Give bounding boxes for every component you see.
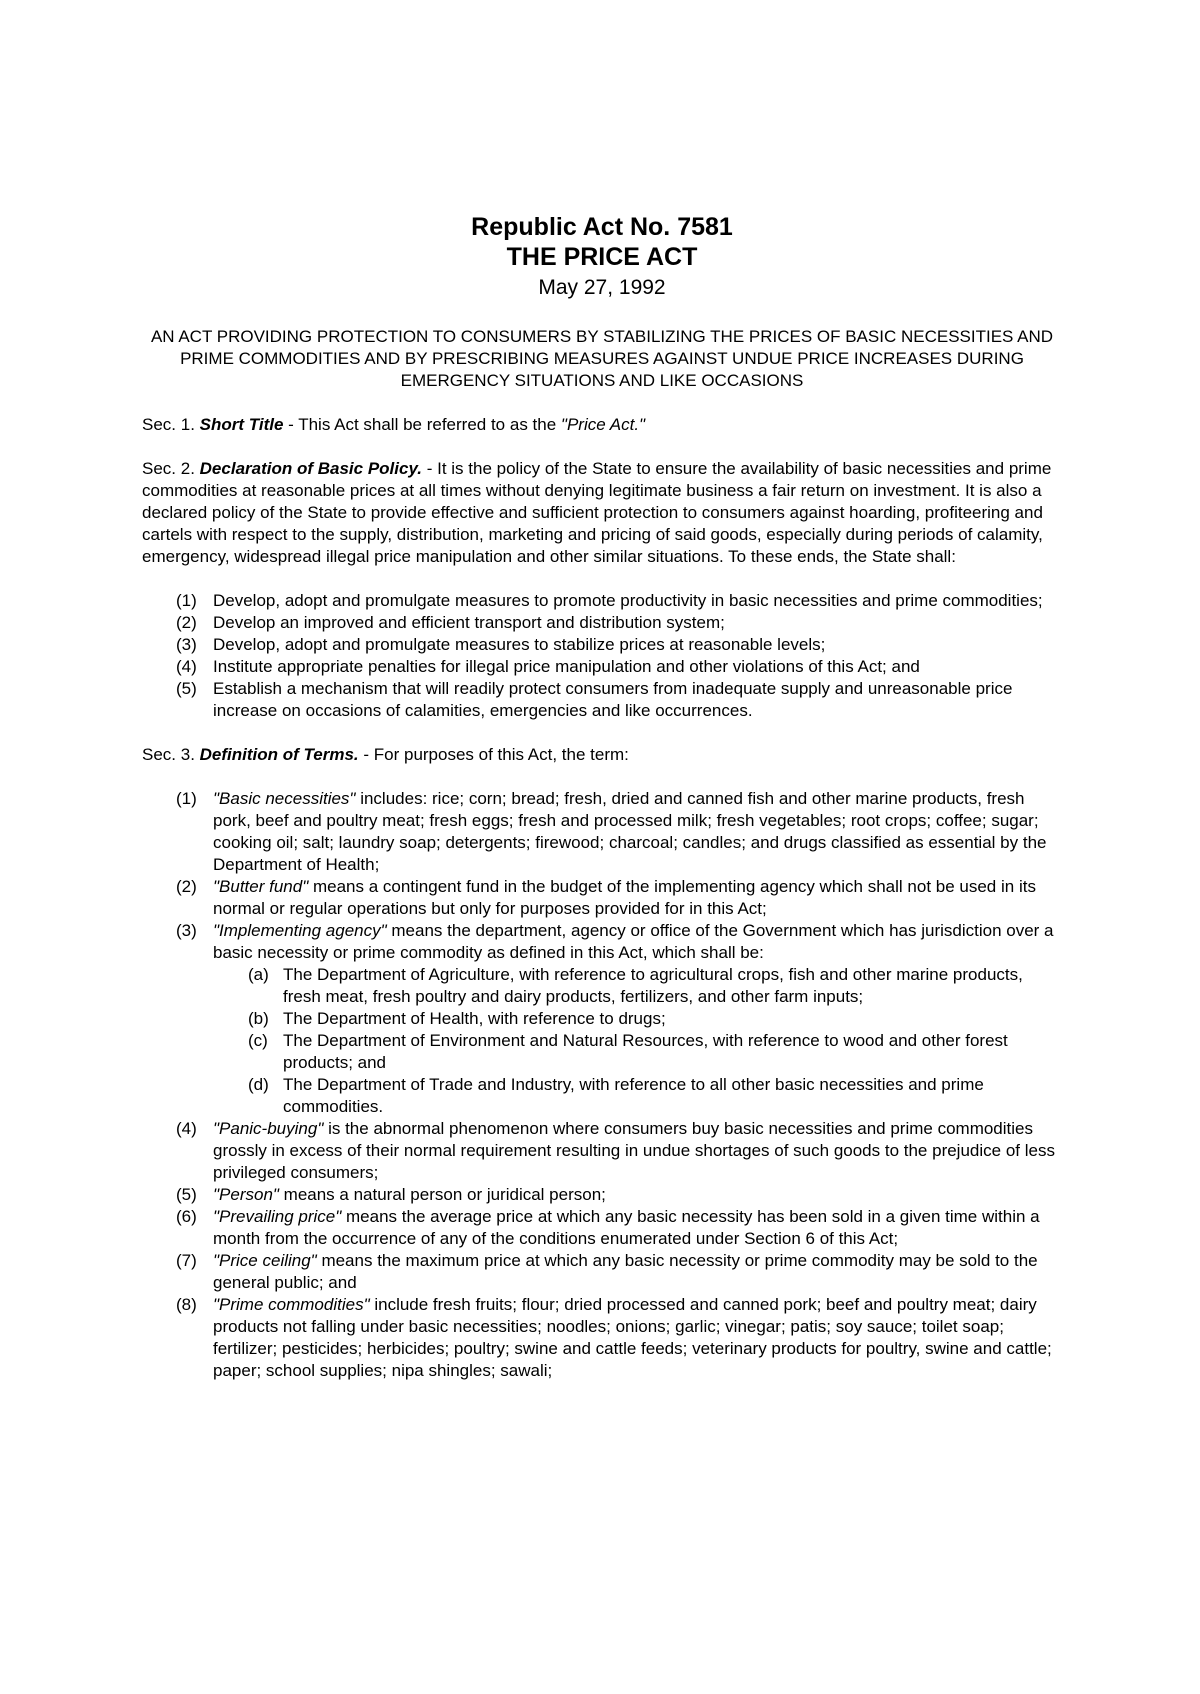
definition-item (142, 1184, 1062, 1206)
item-number: (7) (176, 1251, 197, 1270)
definition-text: is the abnormal phenomenon where consumers buy basic necessities and prime commodities grossly in excess of their normal requirement resulting in undue shortages of such goods to the prejudice of less privileged consumers; (213, 1119, 1055, 1182)
definition-text: include fresh fruits; flour; dried processed and canned pork; beef and poultry meat; dairy products not falling under basic necessities; noodles; onions; garlic; vinegar; patis; soy sauce; toilet soap; fertilizer; pesticides; herbicides; poultry; swine and cattle feeds; veterinary products for poultry, swine and cattle; paper; school supplies; nipa shingles; sawali; (213, 1295, 1052, 1380)
defined-term: "Price ceiling" (213, 1251, 317, 1270)
sub-item-letter: (b) (248, 1009, 269, 1028)
definition-text: means a natural person or juridical person; (278, 1185, 606, 1204)
sub-item-text: The Department of Health, with reference to drugs; (283, 1009, 666, 1028)
definition-item (142, 788, 1062, 876)
item-number: (1) (176, 591, 197, 610)
sub-item-letter: (d) (248, 1075, 269, 1094)
sub-item-text: The Department of Trade and Industry, with reference to all other basic necessities and prime commodities. (283, 1075, 984, 1116)
section-label: Sec. 1. (142, 415, 195, 434)
definition-text: means the department, agency or office of the Government which has jurisdiction over a basic necessity or prime commodity as defined in this Act, which shall be: (213, 921, 1054, 962)
item-number: (3) (176, 921, 197, 940)
defined-term: "Basic necessities" (213, 789, 356, 808)
section-text: - This Act shall be referred to as the (283, 415, 561, 434)
defined-term: "Prevailing price" (213, 1207, 342, 1226)
item-number: (2) (176, 613, 197, 632)
section-3 (142, 744, 1062, 766)
section-heading: Short Title (199, 415, 284, 434)
item-number: (8) (176, 1295, 197, 1314)
item-number: (3) (176, 635, 197, 654)
list-item (142, 656, 1062, 678)
sub-item-letter: (a) (248, 965, 269, 984)
item-number: (4) (176, 657, 197, 676)
sub-item (213, 1074, 1062, 1118)
section-label: Sec. 2. (142, 459, 195, 478)
defined-term: "Person" (213, 1185, 279, 1204)
defined-term: "Butter fund" (213, 877, 309, 896)
sub-item-text: The Department of Environment and Natural Resources, with reference to wood and other forest products; and (283, 1031, 1008, 1072)
sub-item (213, 1030, 1062, 1074)
sub-item (213, 1008, 1062, 1030)
policy-list (142, 590, 1062, 722)
definition-item (142, 1118, 1062, 1184)
definition-text: means the maximum price at which any basic necessity or prime commodity may be sold to the general public; and (213, 1251, 1038, 1292)
definition-text: includes: rice; corn; bread; fresh, dried and canned fish and other marine products, fresh pork, beef and poultry meat; fresh eggs; fresh and processed milk; fresh vegetables; root crops; coffee; sugar; cooking oil; salt; laundry soap; detergents; firewood; charcoal; candles; and drugs classified as essential by the Department of Health; (213, 789, 1047, 874)
item-text: Develop, adopt and promulgate measures to promote productivity in basic necessities and prime commodities; (213, 591, 1043, 610)
section-text: - It is the policy of the State to ensure the availability of basic necessities and prime commodities at reasonable prices at all times without denying legitimate business a fair return on investment. It is also a declared policy of the State to provide effective and sufficient protection to consumers against hoarding, profiteering and cartels with respect to the supply, distribution, marketing and pricing of said goods, especially during periods of calamity, emergency, widespread illegal price manipulation and other similar situations. To these ends, the State shall: (142, 459, 1052, 566)
item-text: Develop an improved and efficient transport and distribution system; (213, 613, 725, 632)
definitions-list (142, 788, 1062, 1382)
list-item (142, 678, 1062, 722)
act-date: May 27, 1992 (538, 276, 666, 299)
section-1 (142, 414, 1062, 436)
section-text: - For purposes of this Act, the term: (358, 745, 629, 764)
item-number: (6) (176, 1207, 197, 1226)
sub-item (213, 964, 1062, 1008)
section-2 (142, 458, 1062, 568)
defined-term: "Prime commodities" (213, 1295, 370, 1314)
definition-item (142, 876, 1062, 920)
item-number: (2) (176, 877, 197, 896)
list-item (142, 612, 1062, 634)
act-name: THE PRICE ACT (506, 243, 698, 271)
item-number: (4) (176, 1119, 197, 1138)
defined-term: "Implementing agency" (213, 921, 387, 940)
title-block (142, 212, 1062, 302)
document-page (142, 212, 1062, 1382)
item-text: Establish a mechanism that will readily protect consumers from inadequate supply and unreasonable price increase on occasions of calamities, emergencies and like occurrences. (213, 679, 1013, 720)
sub-item-letter: (c) (248, 1031, 268, 1050)
item-text: Institute appropriate penalties for illegal price manipulation and other violations of this Act; and (213, 657, 920, 676)
section-heading: Declaration of Basic Policy. (199, 459, 422, 478)
definition-item (142, 1250, 1062, 1294)
item-number: (5) (176, 679, 197, 698)
long-title: AN ACT PROVIDING PROTECTION TO CONSUMERS BY STABILIZING THE PRICES OF BASIC NECESSITIES AND PRIME COMMODITIES AND BY PRESCRIBING MEASURES AGAINST UNDUE PRICE INCREASES DURING EMERGENCY SITUATIONS AND LIKE OCCASIONS (150, 327, 1054, 390)
definition-text: means a contingent fund in the budget of the implementing agency which shall not be used in its normal or regular operations but only for purposes provided for in this Act; (213, 877, 1036, 918)
definition-item (142, 1294, 1062, 1382)
item-number: (1) (176, 789, 197, 808)
act-number: Republic Act No. 7581 (471, 213, 733, 241)
definition-item (142, 920, 1062, 1118)
item-number: (5) (176, 1185, 197, 1204)
list-item (142, 634, 1062, 656)
definition-text: means the average price at which any basic necessity has been sold in a given time within a month from the occurrence of any of the conditions enumerated under Section 6 of this Act; (213, 1207, 1040, 1248)
section-label: Sec. 3. (142, 745, 195, 764)
defined-term: "Panic-buying" (213, 1119, 324, 1138)
list-item (142, 590, 1062, 612)
section-heading: Definition of Terms. (199, 745, 359, 764)
definition-item (142, 1206, 1062, 1250)
section-quote: "Price Act." (560, 415, 646, 434)
sub-item-text: The Department of Agriculture, with reference to agricultural crops, fish and other marine products, fresh meat, fresh poultry and dairy products, fertilizers, and other farm inputs; (283, 965, 1023, 1006)
item-text: Develop, adopt and promulgate measures to stabilize prices at reasonable levels; (213, 635, 826, 654)
agency-sublist (213, 964, 1062, 1118)
